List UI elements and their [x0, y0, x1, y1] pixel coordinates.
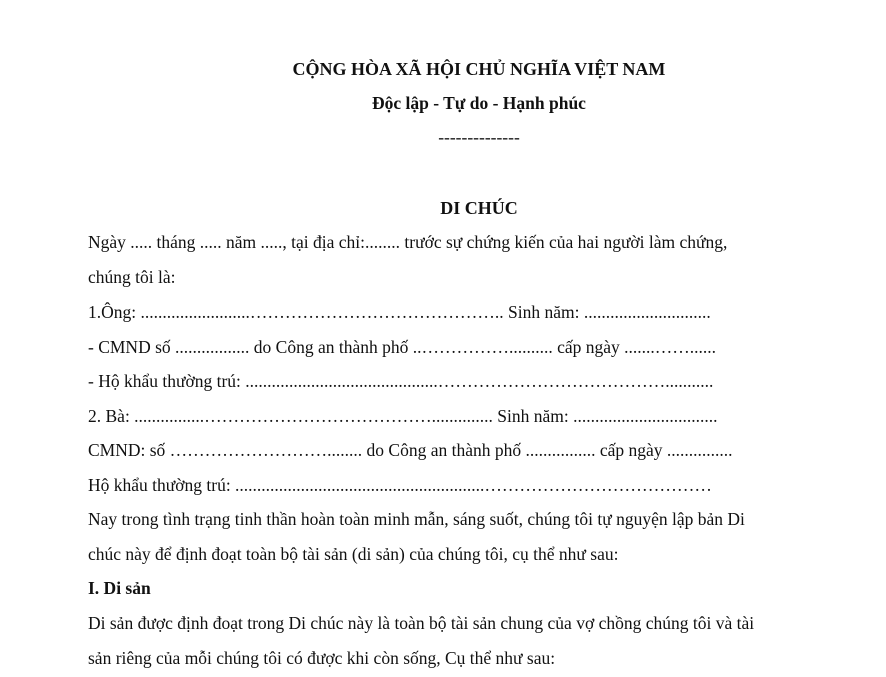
- form-line-husband-residence: - Hộ khẩu thường trú: ............................................…………………………………...........: [88, 371, 714, 391]
- section-heading: I. Di sản: [88, 578, 151, 598]
- paragraph-line: Di sản được định đoạt trong Di chúc này là toàn bộ tài sản chung của vợ chồng chúng tôi và tài: [88, 613, 755, 633]
- paragraph-line: Ngày ..... tháng ..... năm ....., tại địa chỉ:........ trước sự chứng kiến của hai người làm chứng,: [88, 232, 728, 252]
- form-line-wife-name: 2. Bà: ................………………………………….............. Sinh năm: .................................: [88, 406, 718, 426]
- paragraph-line: chúc này để định đoạt toàn bộ tài sản (di sản) của chúng tôi, cụ thể như sau:: [88, 544, 619, 564]
- document-title: DI CHÚC: [440, 198, 518, 218]
- form-line-husband-id: - CMND số ................. do Công an thành phố ..…………….......... cấp ngày .......……......: [88, 337, 717, 357]
- paragraph-line: Nay trong tình trạng tinh thần hoàn toàn minh mẫn, sáng suốt, chúng tôi tự nguyện lập bản Di: [88, 509, 745, 529]
- form-line-wife-id: CMND: số ………………………........ do Công an thành phố ................ cấp ngày ...............: [88, 440, 733, 460]
- national-title: CỘNG HÒA XÃ HỘI CHỦ NGHĨA VIỆT NAM: [292, 59, 666, 79]
- paragraph-line: chúng tôi là:: [88, 267, 176, 287]
- header-separator: --------------: [438, 127, 520, 147]
- motto: Độc lập - Tự do - Hạnh phúc: [372, 93, 586, 113]
- form-line-husband-name: 1.Ông: .........................…………………………………….. Sinh năm: .............................: [88, 302, 711, 322]
- form-line-wife-residence: Hộ khẩu thường trú: .........................................................…………………………………: [88, 475, 712, 495]
- paragraph-line: sản riêng của mỗi chúng tôi có được khi còn sống, Cụ thể như sau:: [88, 648, 556, 668]
